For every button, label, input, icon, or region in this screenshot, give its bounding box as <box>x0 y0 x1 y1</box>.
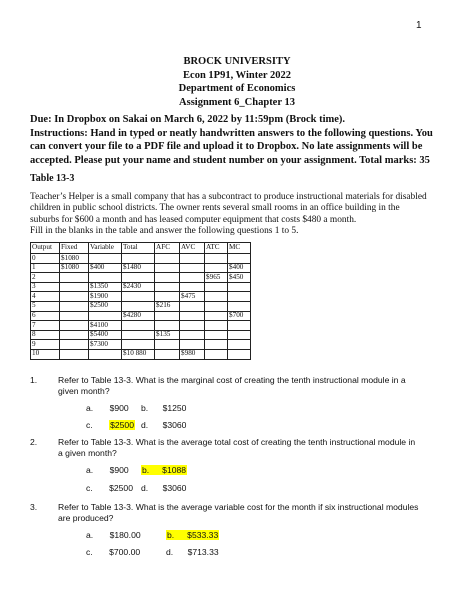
table-cell <box>122 273 155 283</box>
table-cell: $135 <box>155 330 180 340</box>
option-b <box>141 465 187 475</box>
table-cell <box>205 311 228 321</box>
option-b <box>141 403 186 413</box>
option-c <box>86 547 140 557</box>
table-cell <box>180 282 205 292</box>
table-cell <box>228 321 251 331</box>
table-row <box>31 321 251 331</box>
table-row <box>31 340 251 350</box>
instructions-line: can convert your file to a PDF file and upload it to Dropbox. No late assignments will be <box>30 141 423 152</box>
table-cell <box>180 301 205 311</box>
table-cell <box>228 254 251 264</box>
table-cell <box>89 254 122 264</box>
table-row <box>31 311 251 321</box>
option-a <box>86 465 129 475</box>
option-value: $3060 <box>162 420 187 430</box>
table-cell <box>155 282 180 292</box>
table-cell <box>155 321 180 331</box>
table-cell <box>180 254 205 264</box>
question-line: Refer to Table 13-3. What is the marginal cost of creating the tenth instructional module in a <box>58 375 406 385</box>
option-letter: d. <box>141 420 149 430</box>
question-line: Refer to Table 13-3. What is the average total cost of creating the tenth instructional module in <box>58 437 416 447</box>
table-header-row <box>31 243 251 254</box>
problem-description <box>30 192 460 237</box>
option-letter-highlighted: b. <box>142 465 150 475</box>
table-cell <box>60 292 89 302</box>
column-header: AVC <box>180 243 205 254</box>
option-letter: d. <box>141 483 149 493</box>
table-cell <box>155 349 180 359</box>
table-cell <box>205 321 228 331</box>
table-row <box>31 330 251 340</box>
table-cell <box>122 330 155 340</box>
question-line: are produced? <box>58 513 114 523</box>
table-cell: 0 <box>31 254 60 264</box>
table-cell: $475 <box>180 292 205 302</box>
table-cell <box>155 340 180 350</box>
option-letter: c. <box>86 483 93 493</box>
table-cell <box>155 311 180 321</box>
course-name: Econ 1P91, Winter 2022 <box>183 69 291 81</box>
column-header: Variable <box>89 243 122 254</box>
table-row <box>31 254 251 264</box>
option-a <box>86 530 141 540</box>
problem-line: children in public school districts. The owner rents several small rooms in an office building in the <box>30 203 400 214</box>
table-cell: $1080 <box>60 263 89 273</box>
table-cell <box>89 273 122 283</box>
option-d <box>141 420 186 430</box>
question-line: Refer to Table 13-3. What is the average variable cost for the month if six instructional modules <box>58 502 419 512</box>
table-cell <box>122 321 155 331</box>
table-cell: $965 <box>205 273 228 283</box>
table-cell: $2430 <box>122 282 155 292</box>
table-cell: $1080 <box>60 254 89 264</box>
problem-line: Fill in the blanks in the table and answer the following questions 1 to 5. <box>30 225 299 236</box>
option-value: $1250 <box>162 403 187 413</box>
table-cell <box>155 292 180 302</box>
table-cell: 9 <box>31 340 60 350</box>
table-row <box>31 282 251 292</box>
option-letter: b. <box>141 403 149 413</box>
question-line: given month? <box>58 386 110 396</box>
table-cell <box>122 292 155 302</box>
table-cell <box>60 273 89 283</box>
table-cell: $980 <box>180 349 205 359</box>
option-value: $713.33 <box>187 547 219 557</box>
table-body <box>31 254 251 360</box>
question-text <box>58 437 415 459</box>
problem-line: Teacher’s Helper is a small company that has a subcontract to produce instructional materials for disabled <box>30 192 427 202</box>
option-value: $2500 <box>109 483 133 493</box>
table-cell <box>180 311 205 321</box>
column-header: ATC <box>205 243 228 254</box>
option-c <box>86 420 135 430</box>
table-cell: $400 <box>89 263 122 273</box>
table-cell <box>60 340 89 350</box>
table-row <box>31 263 251 273</box>
option-d <box>141 483 186 493</box>
due-date-line: Due: In Dropbox on Sakai on March 6, 2022 by 11:59pm (Brock time). <box>30 114 346 125</box>
question-number: 3. <box>30 502 38 512</box>
table-cell <box>180 330 205 340</box>
table-cell <box>228 330 251 340</box>
table-cell: $2500 <box>89 301 122 311</box>
table-cell <box>60 349 89 359</box>
table-title: Table 13-3 <box>30 173 75 184</box>
table-cell <box>228 340 251 350</box>
table-cell: 10 <box>31 349 60 359</box>
table-cell: $700 <box>228 311 251 321</box>
page-number: 1 <box>416 20 422 31</box>
table-cell <box>228 349 251 359</box>
table-cell: $400 <box>228 263 251 273</box>
option-b <box>166 530 219 540</box>
table-cell <box>60 301 89 311</box>
table-cell: 6 <box>31 311 60 321</box>
option-d <box>166 547 219 557</box>
table-cell: $4280 <box>122 311 155 321</box>
table-row <box>31 301 251 311</box>
question-line: a given month? <box>58 448 117 458</box>
instructions-block <box>30 113 455 167</box>
table-cell <box>205 282 228 292</box>
table-cell <box>60 282 89 292</box>
question-number: 2. <box>30 437 38 447</box>
table-cell <box>205 301 228 311</box>
option-letter: a. <box>86 403 94 413</box>
instructions-line: Instructions: Hand in typed or neatly handwritten answers to the following questions. You <box>30 127 433 139</box>
table-cell <box>228 282 251 292</box>
department-name: Department of Economics <box>178 83 296 94</box>
table-cell <box>60 311 89 321</box>
question-text <box>58 375 406 397</box>
table-cell <box>205 292 228 302</box>
table-cell: $1900 <box>89 292 122 302</box>
assignment-title: Assignment 6_Chapter 13 <box>179 96 295 108</box>
table-cell <box>60 321 89 331</box>
table-cell: $1350 <box>89 282 122 292</box>
table-cell <box>180 263 205 273</box>
table-cell <box>205 254 228 264</box>
table-cell <box>60 330 89 340</box>
cost-table <box>30 242 251 360</box>
table-cell: 4 <box>31 292 60 302</box>
option-value: $3060 <box>162 483 187 493</box>
table-cell: 2 <box>31 273 60 283</box>
table-cell <box>205 263 228 273</box>
table-cell: 8 <box>31 330 60 340</box>
question-text <box>58 502 418 524</box>
table-cell: $5400 <box>89 330 122 340</box>
option-value-highlighted: $533.33 <box>175 530 219 540</box>
option-letter: a. <box>86 465 94 475</box>
option-value: $900 <box>109 403 129 413</box>
column-header: Fixed <box>60 243 89 254</box>
column-header: MC <box>228 243 251 254</box>
table-cell <box>180 321 205 331</box>
option-letter: a. <box>86 530 94 540</box>
table-row <box>31 349 251 359</box>
option-letter: d. <box>166 547 174 557</box>
column-header: AFC <box>155 243 180 254</box>
table-cell: $4100 <box>89 321 122 331</box>
option-value: $180.00 <box>109 530 141 540</box>
table-cell: $216 <box>155 301 180 311</box>
table-row <box>31 292 251 302</box>
table-cell: 5 <box>31 301 60 311</box>
table-cell <box>155 254 180 264</box>
option-letter-highlighted: b. <box>167 530 175 540</box>
table-cell <box>89 349 122 359</box>
question-number: 1. <box>30 375 38 385</box>
table-cell <box>180 273 205 283</box>
table-cell <box>89 311 122 321</box>
table-cell: 1 <box>31 263 60 273</box>
column-header: Output <box>31 243 60 254</box>
option-c <box>86 483 133 493</box>
option-value: $700.00 <box>109 547 141 557</box>
option-value-highlighted: $2500 <box>110 420 134 430</box>
table-cell <box>122 340 155 350</box>
table-cell: 3 <box>31 282 60 292</box>
option-letter: c. <box>86 420 93 430</box>
university-name: BROCK UNIVERSITY <box>183 56 291 67</box>
table-cell <box>205 330 228 340</box>
table-cell: $1480 <box>122 263 155 273</box>
table-cell <box>122 301 155 311</box>
table-cell <box>122 254 155 264</box>
document-header <box>0 55 474 109</box>
table-cell <box>180 340 205 350</box>
instructions-line: accepted. Please put your name and student number on your assignment. Total marks: 35 <box>30 154 430 166</box>
table-cell: $7300 <box>89 340 122 350</box>
table-cell: $10 880 <box>122 349 155 359</box>
table-cell <box>228 301 251 311</box>
table-cell <box>155 273 180 283</box>
option-letter: c. <box>86 547 93 557</box>
option-value: $900 <box>109 465 129 475</box>
column-header: Total <box>122 243 155 254</box>
table-cell: 7 <box>31 321 60 331</box>
table-cell <box>228 292 251 302</box>
option-a <box>86 403 129 413</box>
option-value-highlighted: $1088 <box>150 465 187 475</box>
table-cell: $450 <box>228 273 251 283</box>
table-cell <box>155 263 180 273</box>
table-row <box>31 273 251 283</box>
table-cell <box>205 349 228 359</box>
problem-line: suburbs for $600 a month and has leased computer equipment that costs $480 a month. <box>30 214 357 225</box>
table-cell <box>205 340 228 350</box>
